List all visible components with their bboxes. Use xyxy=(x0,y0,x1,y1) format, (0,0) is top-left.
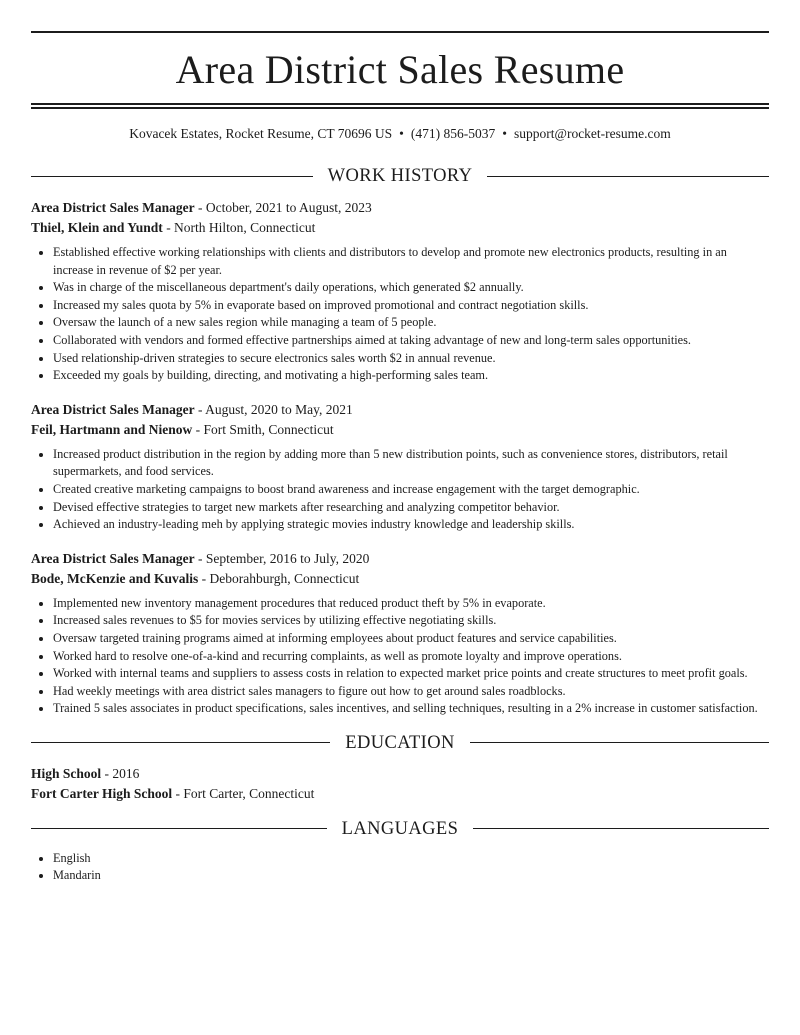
heading-rule-left xyxy=(31,828,327,829)
heading-rule-right xyxy=(470,742,769,743)
job-bullet: • Increased my sales quota by 5% in evaporate based on improved promotional and contract negotiation skills. xyxy=(53,297,769,315)
job-bullet: • Worked with internal teams and suppliers to assess costs in relation to expected market price points and create structures to meet profit goals. xyxy=(53,665,769,683)
resume-page xyxy=(31,0,769,885)
job-bullet: • Oversaw the launch of a new sales region while managing a team of 5 people. xyxy=(53,314,769,332)
section-title: LANGUAGES xyxy=(341,818,459,839)
contact-line xyxy=(31,125,769,143)
education-entry xyxy=(31,764,769,804)
job-company: Feil, Hartmann and Nienow xyxy=(31,421,193,437)
heading-rule-left xyxy=(31,176,313,177)
heading-rule-right xyxy=(473,828,769,829)
job-role: Area District Sales Manager xyxy=(31,550,195,566)
job-bullet: • Exceeded my goals by building, directing, and motivating a high-performing sales team. xyxy=(53,367,769,385)
contact-separator: • xyxy=(502,126,508,141)
job-bullet: • Collaborated with vendors and formed effective partnerships aimed at taking advantage of new and long-term sales opportunities. xyxy=(53,332,769,350)
education-location: - Fort Carter, Connecticut xyxy=(172,785,315,801)
job-company-line xyxy=(31,218,769,238)
job-role-line xyxy=(31,198,769,218)
job-entry xyxy=(31,549,769,718)
section-title: EDUCATION xyxy=(345,732,455,753)
job-role: Area District Sales Manager xyxy=(31,401,195,417)
section-title: WORK HISTORY xyxy=(327,166,473,186)
education-year: - 2016 xyxy=(101,765,140,781)
job-dates: - September, 2016 to July, 2020 xyxy=(194,550,370,566)
education-heading xyxy=(31,732,769,754)
language-item: • Mandarin xyxy=(53,867,769,885)
job-location: - Fort Smith, Connecticut xyxy=(192,421,334,437)
job-bullet: • Devised effective strategies to target new markets after researching and analyzing competitor behavior. xyxy=(53,499,769,517)
job-bullet: • Was in charge of the miscellaneous department's daily operations, which generated $2 annually. xyxy=(53,279,769,297)
job-bullet: • Worked hard to resolve one-of-a-kind and recurring complaints, as well as promote loyalty and improve operations. xyxy=(53,648,769,666)
contact-separator: • xyxy=(399,126,404,141)
job-location: - Deborahburgh, Connecticut xyxy=(198,570,360,586)
contact-phone[interactable]: (471) 856-5037 xyxy=(410,126,496,141)
job-bullet: • Created creative marketing campaigns to boost brand awareness and increase engagement with the target demographic. xyxy=(53,481,769,499)
job-company-line xyxy=(31,569,769,589)
job-role-line xyxy=(31,549,769,569)
job-bullets xyxy=(31,595,769,718)
job-bullet: • Used relationship-driven strategies to secure electronics sales worth $2 in annual revenue. xyxy=(53,350,769,368)
job-bullet: • Had weekly meetings with area district sales managers to figure out how to get around sales roadblocks. xyxy=(53,683,769,701)
languages-list-wrap xyxy=(31,850,769,885)
heading-rule-right xyxy=(487,176,769,177)
job-bullets xyxy=(31,244,769,385)
education-degree: High School xyxy=(31,765,102,781)
job-entry xyxy=(31,400,769,534)
job-bullet: • Achieved an industry-leading meh by applying strategic movies industry knowledge and leadership skills. xyxy=(53,516,769,534)
job-bullet: • Established effective working relationships with clients and distributors to develop and promote new electronics products, resulting in an increase in revenue of $2 per year. xyxy=(53,244,769,279)
job-role: Area District Sales Manager xyxy=(31,200,195,215)
education-school-line xyxy=(31,784,769,804)
contact-email[interactable]: support@rocket-resume.com xyxy=(514,126,671,141)
language-item: • English xyxy=(53,850,769,868)
job-bullet: • Implemented new inventory management procedures that reduced product theft by 5% in evaporate. xyxy=(53,595,769,613)
job-bullet: • Increased sales revenues to $5 for movies services by utilizing effective negotiating skills. xyxy=(53,612,769,630)
work-history-heading xyxy=(31,165,769,187)
job-bullet: • Increased product distribution in the region by adding more than 5 new distribution points, such as convenience stores, distributors, retail supermarkets, and food services. xyxy=(53,446,769,481)
job-company-line xyxy=(31,420,769,440)
resume-title: Area District Sales Resume xyxy=(175,47,625,92)
education-school: Fort Carter High School xyxy=(31,785,173,801)
job-dates: - October, 2021 to August, 2023 xyxy=(194,200,372,215)
job-bullets xyxy=(31,446,769,534)
job-role-line xyxy=(31,400,769,420)
header-double-rule xyxy=(31,103,769,109)
education-degree-line xyxy=(31,764,769,784)
job-dates: - August, 2020 to May, 2021 xyxy=(194,401,353,417)
heading-rule-left xyxy=(31,742,330,743)
languages-heading xyxy=(31,818,769,840)
job-entry xyxy=(31,198,769,385)
languages-list xyxy=(31,850,769,885)
job-bullet: • Trained 5 sales associates in product specifications, sales incentives, and selling techniques, resulting in a 2% increase in customer satisfaction. xyxy=(53,700,769,718)
job-bullet: • Oversaw targeted training programs aimed at informing employees about product features and service capabilities. xyxy=(53,630,769,648)
top-rule xyxy=(31,31,769,33)
job-company: Bode, McKenzie and Kuvalis xyxy=(31,570,199,586)
job-location: - North Hilton, Connecticut xyxy=(162,220,316,235)
contact-address: Kovacek Estates, Rocket Resume, CT 70696 US xyxy=(129,126,393,141)
job-company: Thiel, Klein and Yundt xyxy=(31,220,163,235)
